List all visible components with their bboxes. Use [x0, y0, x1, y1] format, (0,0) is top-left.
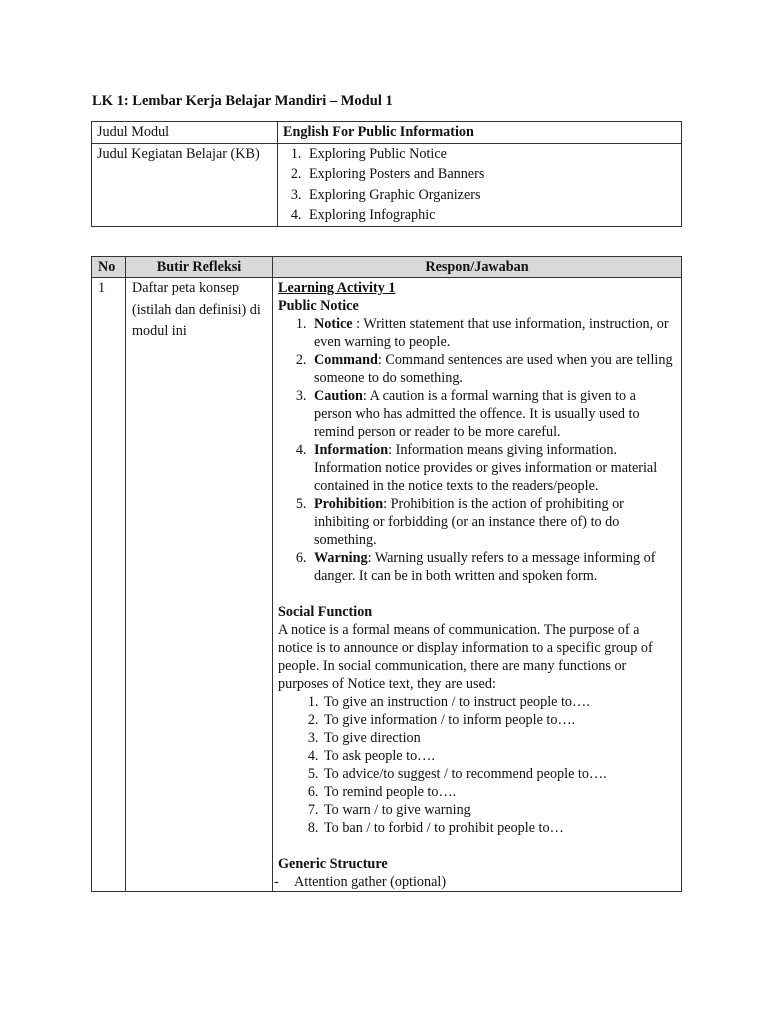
list-item: 4. To ask people to…. — [322, 747, 677, 765]
list-item: 3. To give direction — [322, 729, 677, 747]
definition-item — [310, 351, 677, 387]
list-item: 7. To warn / to give warning — [322, 801, 677, 819]
definitions-list — [278, 315, 677, 585]
definition-item — [310, 441, 677, 495]
list-item: 2. Exploring Posters and Banners — [305, 164, 681, 185]
social-function-text: A notice is a formal means of communication. The purpose of a notice is to announce or display information to a specific group of people. In social communication, there are many functions or purposes of Notice text, they are used: — [278, 622, 653, 692]
header-respon: Respon/Jawaban — [273, 257, 682, 278]
definition-separator: : — [367, 550, 375, 566]
list-item: 5. To advice/to suggest / to recommend people to…. — [322, 765, 677, 783]
definition-text: Command sentences are used when you are telling someone to do something. — [314, 352, 673, 386]
page-title: LK 1: Lembar Kerja Belajar Mandiri – Modul 1 — [92, 93, 393, 109]
definition-separator: : — [352, 316, 364, 332]
definition-term: Command — [314, 352, 378, 368]
definition-term: Notice — [314, 316, 353, 332]
definition-item — [310, 315, 677, 351]
spacer — [278, 585, 677, 603]
spacer — [278, 837, 677, 855]
table-row — [92, 122, 682, 144]
table-header-row — [92, 257, 682, 278]
definition-text: Written statement that use information, instruction, or even warning to people. — [314, 316, 669, 350]
list-item: 1. Exploring Public Notice — [305, 144, 681, 165]
definition-term: Warning — [314, 550, 368, 566]
definition-term: Prohibition — [314, 496, 384, 512]
activity-title: Learning Activity 1 — [278, 280, 396, 296]
definition-separator: : — [362, 388, 370, 404]
butir-refleksi-text: Daftar peta konsep (istilah dan definisi) di modul ini — [126, 278, 273, 892]
list-item: 2. To give information / to inform people to…. — [322, 711, 677, 729]
definition-separator: : — [377, 352, 386, 368]
judul-modul-value: English For Public Information — [278, 122, 682, 144]
definition-text: Prohibition is the action of prohibiting or inhibiting or forbidding (or an instance there of) to do something. — [314, 496, 624, 548]
definition-term: Caution — [314, 388, 363, 404]
header-butir: Butir Refleksi — [126, 257, 273, 278]
header-no: No — [92, 257, 126, 278]
kegiatan-list-cell — [278, 143, 682, 226]
definition-separator: : — [388, 442, 396, 458]
row-number: 1 — [92, 278, 126, 892]
response-cell — [273, 278, 682, 892]
judul-modul-label: Judul Modul — [92, 122, 278, 144]
list-item: 8. To ban / to forbid / to prohibit people to… — [322, 819, 677, 837]
reflection-table — [91, 256, 682, 892]
list-item: 4. Exploring Infographic — [305, 205, 681, 226]
generic-structure-title: Generic Structure — [278, 856, 388, 872]
definition-item — [310, 387, 677, 441]
definition-item — [310, 495, 677, 549]
generic-structure-item — [274, 873, 677, 891]
kegiatan-list — [283, 144, 681, 226]
functions-list — [278, 693, 677, 837]
definition-separator: : — [383, 496, 391, 512]
definition-text: Information means giving information. Information notice provides or gives information or material contained in the notice texts to the readers/people. — [314, 442, 658, 494]
social-function-title: Social Function — [278, 604, 373, 620]
kegiatan-label: Judul Kegiatan Belajar (KB) — [92, 143, 278, 226]
definition-term: Information — [314, 442, 389, 458]
table-row — [92, 143, 682, 226]
definition-text: Warning usually refers to a message informing of danger. It can be in both written and spoken form. — [314, 550, 656, 584]
list-item: 1. To give an instruction / to instruct people to…. — [322, 693, 677, 711]
generic-structure-text: Attention gather (optional) — [294, 874, 447, 890]
module-info-table — [91, 121, 682, 227]
definition-item — [310, 549, 677, 585]
list-item: 6. To remind people to…. — [322, 783, 677, 801]
dash-bullet: - — [274, 874, 279, 890]
definition-text: A caution is a formal warning that is given to a person who has admitted the offence. It is usually used to remind person or reader to be more careful. — [314, 388, 640, 440]
section-title: Public Notice — [278, 298, 359, 314]
list-item: 3. Exploring Graphic Organizers — [305, 185, 681, 206]
table-row — [92, 278, 682, 892]
